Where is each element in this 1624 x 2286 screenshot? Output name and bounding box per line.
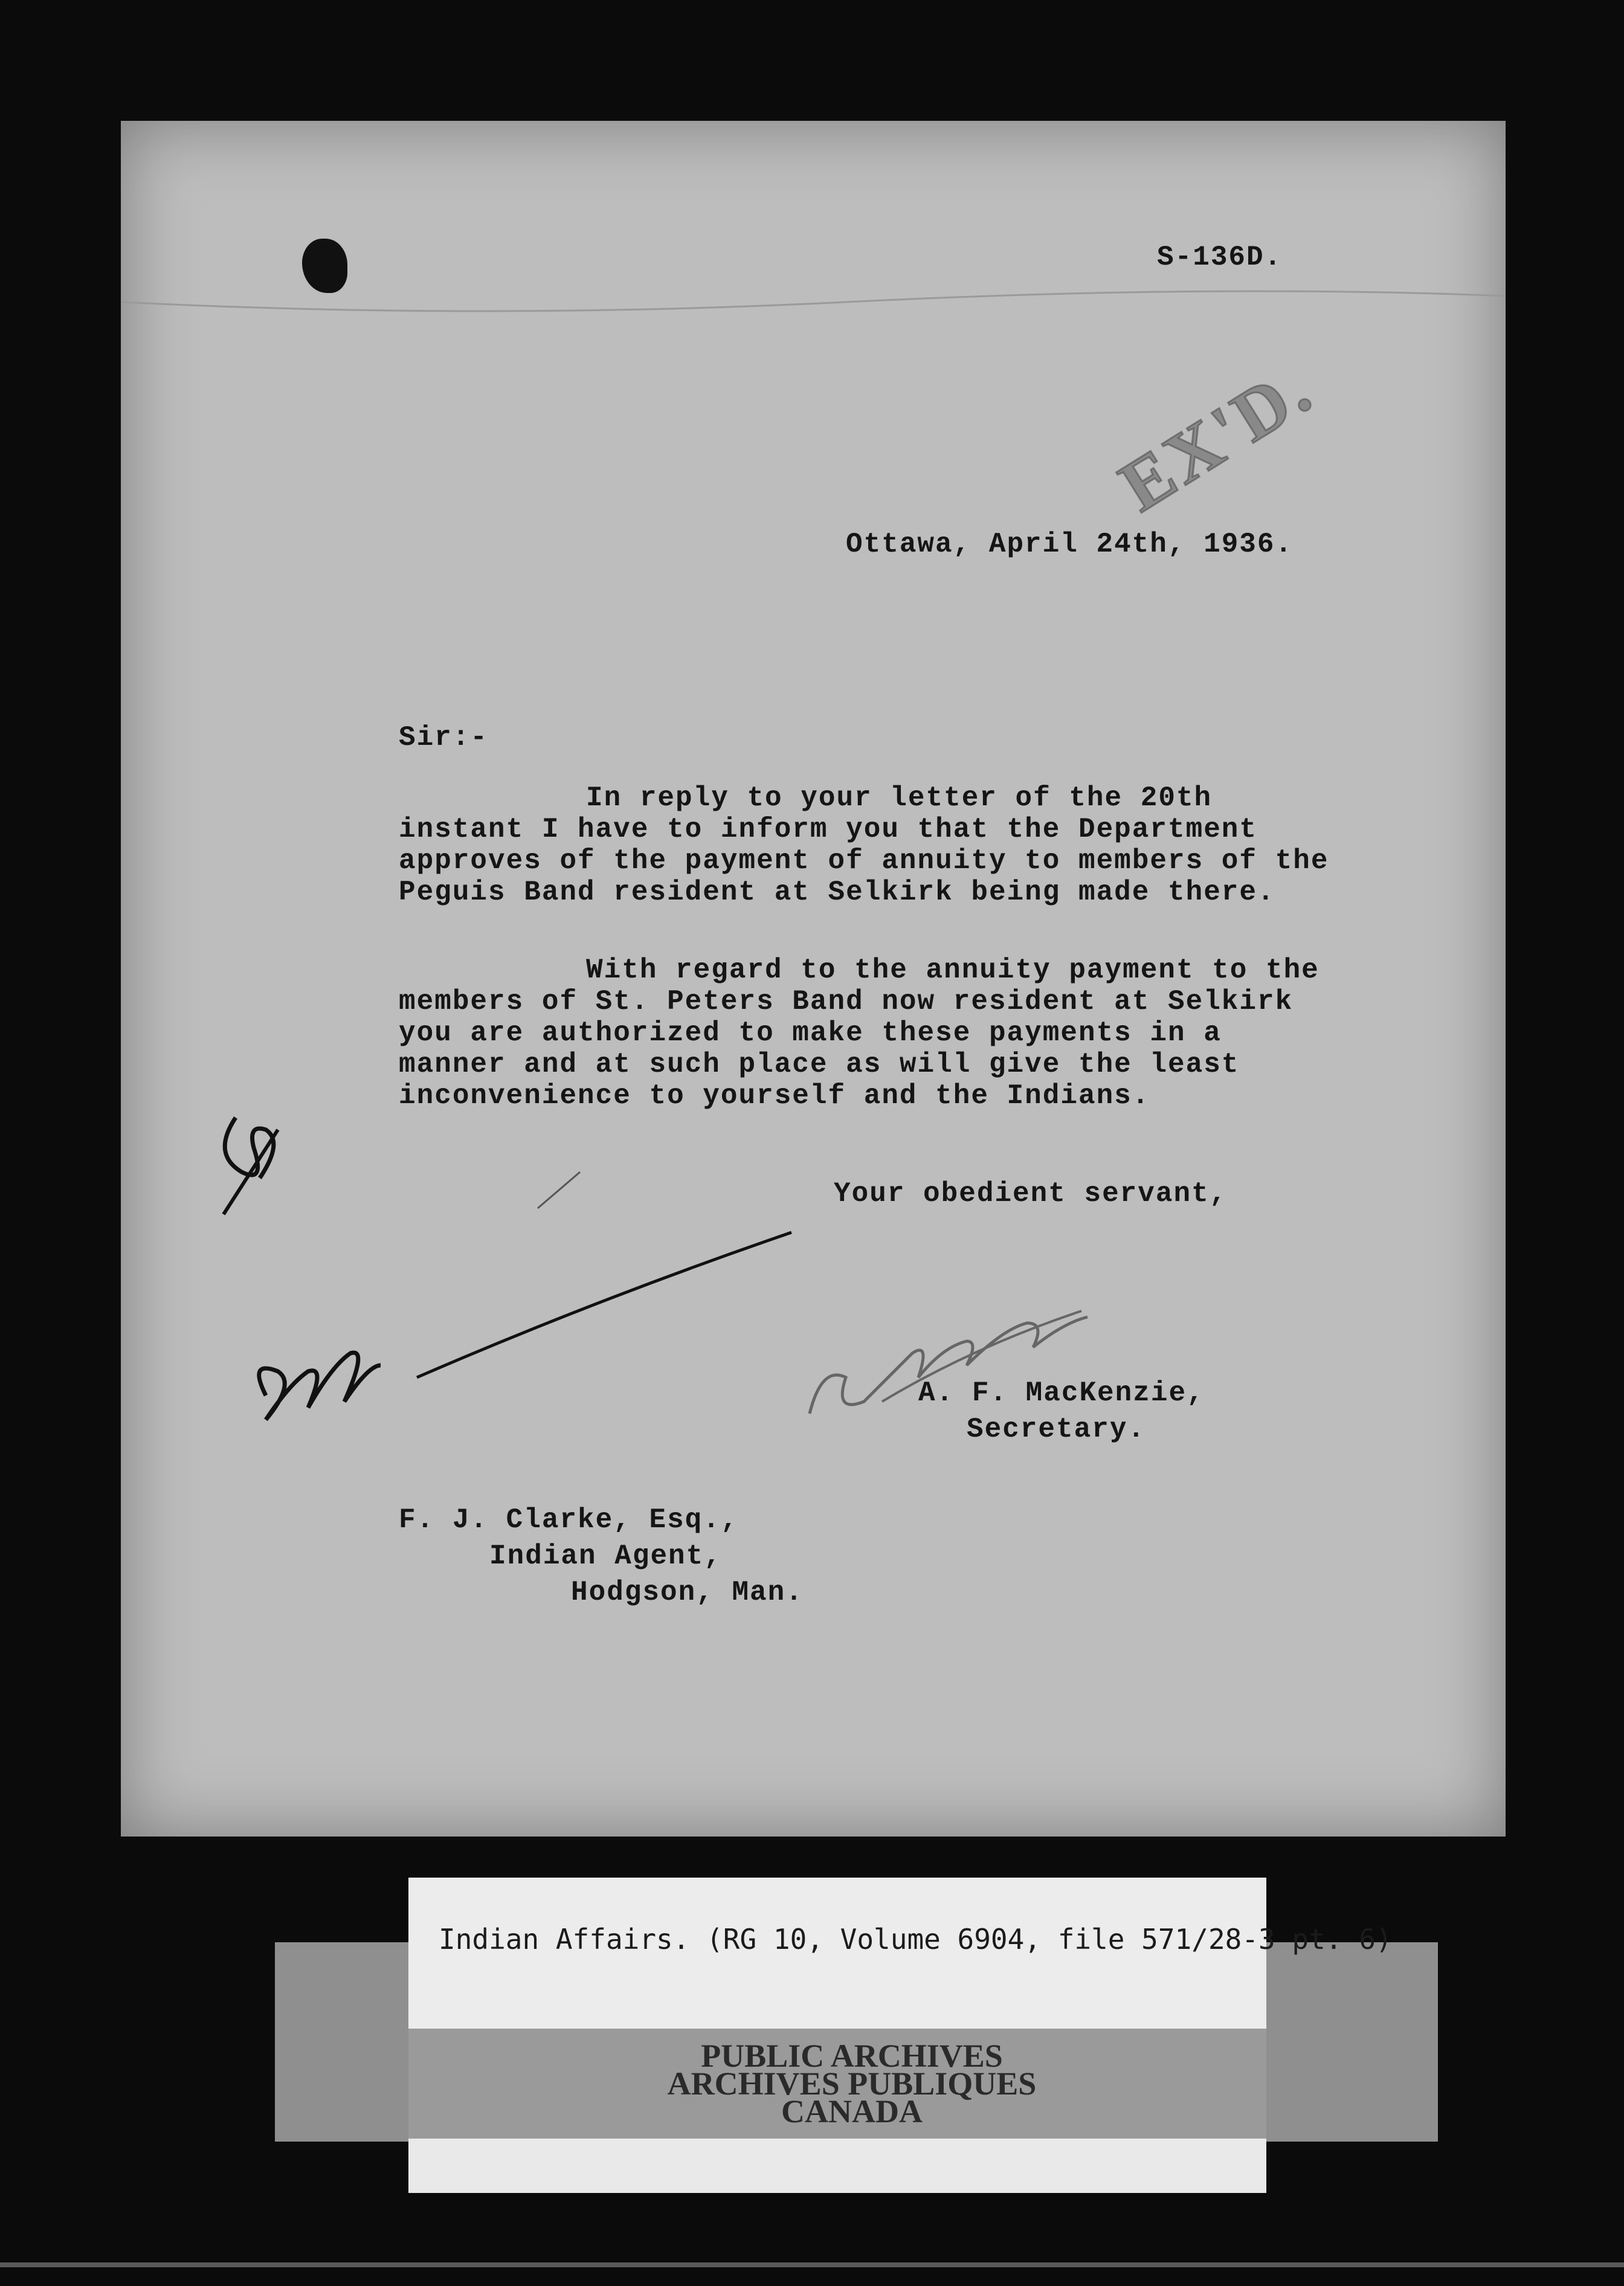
archives-stamp [604,2038,1100,2130]
body-paragraph: In reply to your letter of the 20th instant I have to inform you that the Department approves of the payment of annuity to members of the Peguis Band resident at Selkirk being made there. [399,782,1329,908]
film-edge [0,2262,1624,2267]
archives-stamp-line: PUBLIC ARCHIVES [701,2038,1003,2074]
letter-date: Ottawa, April 24th, 1936. [846,529,1294,560]
addressee-location: Hodgson, Man. [571,1577,804,1608]
citation-card [408,1878,1393,2029]
body-paragraph: With regard to the annuity payment to the members of St. Peters Band now resident at Selkirk you are authorized to make these payments in a manner and at such place as will give the least inconvenience to yourself and the Indians. [399,955,1320,1112]
examined-stamp: EX'D. [1106,347,1327,527]
salutation: Sir:- [399,722,489,753]
archives-stamp-line: CANADA [781,2093,923,2130]
closing: Your obedient servant, [834,1178,1228,1209]
signatory-name: A. F. MacKenzie, [918,1377,1205,1409]
addressee-position: Indian Agent, [489,1541,722,1572]
archives-stamp-line: ARCHIVES PUBLIQUES [667,2065,1037,2102]
citation-text: Indian Affairs. (RG 10, Volume 6904, file 571/28-3 pt. 6) [439,1923,1393,1956]
signatory-title: Secretary. [967,1414,1146,1445]
letter-sheet [121,121,1506,1837]
addressee-name: F. J. Clarke, Esq., [399,1504,739,1536]
file-reference: S-136D. [1157,242,1283,273]
archive-box-base [408,2139,1266,2193]
